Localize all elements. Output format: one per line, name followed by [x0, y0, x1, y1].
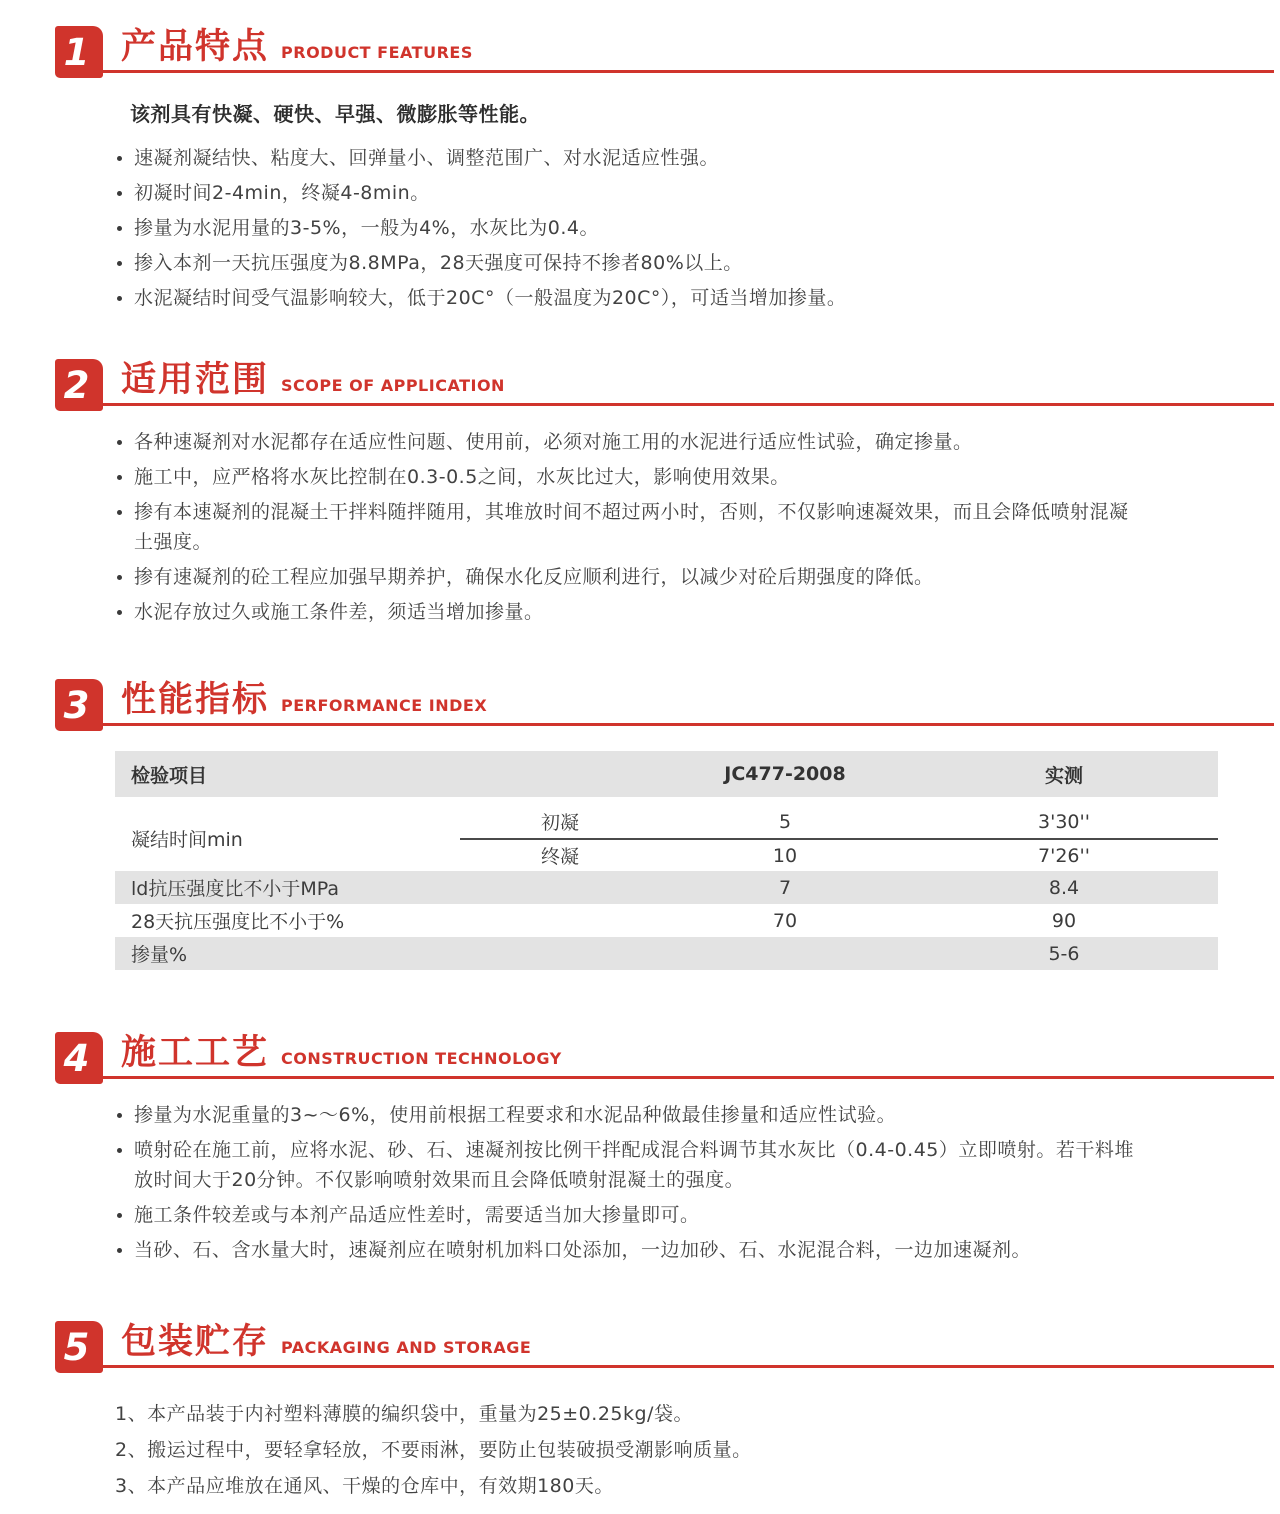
- header-rule: [57, 723, 1274, 726]
- table-cell-measured: 7'26'': [1038, 844, 1090, 867]
- features-bullet-list: [115, 143, 1135, 313]
- section-number-badge: [55, 679, 103, 731]
- header-rule: [57, 1365, 1274, 1368]
- header-rule: [57, 1076, 1274, 1079]
- section-title-cn: 产品特点: [121, 27, 270, 67]
- section-title-cn: 适用范围: [121, 360, 270, 400]
- bullet-item: 掺量为水泥用量的3-5%，一般为4%，水灰比为0.4。: [115, 213, 1135, 243]
- performance-table: [115, 751, 1218, 970]
- section-number-badge: [55, 1032, 103, 1084]
- section-header-1: [55, 26, 1274, 78]
- section-number-badge: [55, 1321, 103, 1373]
- section-construction-technology: [0, 1032, 1280, 1265]
- table-cell-group-label: 凝结时间min: [131, 828, 243, 851]
- numbered-item: 1、本产品装于内衬塑料薄膜的编织袋中，重量为25±0.25kg/袋。: [115, 1403, 693, 1425]
- bullet-item: 水泥存放过久或施工条件差，须适当增加掺量。: [115, 597, 1135, 627]
- table-group-setting-time: [115, 805, 1218, 871]
- table-gap: [115, 797, 1218, 805]
- section-title-cn: 包装贮存: [121, 1322, 270, 1362]
- bullet-item: 掺入本剂一天抗压强度为8.8MPa，28天强度可保持不掺者80%以上。: [115, 248, 1135, 278]
- section-title-cn: 性能指标: [121, 680, 270, 720]
- section-number: 5: [63, 1325, 90, 1369]
- bullet-item: 掺有速凝剂的砼工程应加强早期养护，确保水化反应顺利进行，以减少对砼后期强度的降低。: [115, 562, 1135, 592]
- bullet-item: 喷射砼在施工前，应将水泥、砂、石、速凝剂按比例干拌配成混合料调节其水灰比（0.4-0.45）立即喷射。若干料堆放时间大于20分钟。不仅影响喷射效果而且会降低喷射混凝土的强度。: [115, 1135, 1135, 1195]
- table-header-row: [115, 751, 1218, 797]
- table-header-item: 检验项目: [131, 764, 208, 787]
- table-cell-item: 28天抗压强度比不小于%: [131, 911, 345, 933]
- section-scope-of-application: [0, 359, 1280, 627]
- section-number: 1: [63, 30, 90, 74]
- table-cell-item: 掺量%: [131, 944, 188, 966]
- section-titles: [121, 1025, 562, 1075]
- packaging-numbered-list: [115, 1399, 1160, 1501]
- section-titles: [121, 19, 473, 69]
- section-number: 3: [63, 683, 90, 727]
- section-product-features: [0, 0, 1280, 313]
- section-titles: [121, 352, 505, 402]
- section-number-badge: [55, 26, 103, 78]
- section-titles: [121, 1314, 531, 1364]
- section-packaging-storage: [0, 1321, 1280, 1501]
- table-cell-item: ld抗压强度比不小于MPa: [131, 878, 339, 900]
- section-performance-index: [0, 679, 1280, 970]
- table-header-standard: JC477-2008: [724, 763, 846, 785]
- bullet-item: 各种速凝剂对水泥都存在适应性问题、使用前，必须对施工用的水泥进行适应性试验，确定掺量。: [115, 427, 1135, 457]
- table-cell-standard: 10: [772, 844, 798, 867]
- bullet-item: 当砂、石、含水量大时，速凝剂应在喷射机加料口处添加，一边加砂、石、水泥混合料，一边加速凝剂。: [115, 1235, 1135, 1265]
- section-title-en: CONSTRUCTION TECHNOLOGY: [281, 1049, 562, 1068]
- table-cell-phase: 初凝: [540, 812, 579, 834]
- section-header-2: [55, 359, 1274, 411]
- table-row: [115, 871, 1218, 904]
- header-rule: [57, 70, 1274, 73]
- header-rule: [57, 403, 1274, 406]
- section-title-en: PACKAGING AND STORAGE: [281, 1338, 532, 1357]
- table-cell-standard: 70: [772, 909, 798, 932]
- bullet-item: 施工中，应严格将水灰比控制在0.3-0.5之间，水灰比过大，影响使用效果。: [115, 462, 1135, 492]
- table-cell-standard: 7: [778, 876, 792, 899]
- section-title-en: PRODUCT FEATURES: [281, 43, 473, 62]
- section-header-3: [55, 679, 1274, 731]
- table-cell-measured: 8.4: [1048, 876, 1080, 899]
- numbered-item: 2、搬运过程中，要轻拿轻放，不要雨淋，要防止包装破损受潮影响质量。: [115, 1439, 752, 1461]
- section-title-en: PERFORMANCE INDEX: [281, 696, 488, 715]
- table-group-rows: [460, 805, 1218, 871]
- section-number: 2: [63, 363, 90, 407]
- bullet-item: 水泥凝结时间受气温影响较大，低于20C°（一般温度为20C°），可适当增加掺量。: [115, 283, 1135, 313]
- section-header-4: [55, 1032, 1274, 1084]
- table-row: [115, 937, 1218, 970]
- table-header-measured: 实测: [1044, 764, 1083, 787]
- section-number-badge: [55, 359, 103, 411]
- bullet-item: 速凝剂凝结快、粘度大、回弹量小、调整范围广、对水泥适应性强。: [115, 143, 1135, 173]
- table-cell-measured: 3'30'': [1038, 810, 1090, 833]
- numbered-item: 3、本产品应堆放在通风、干燥的仓库中，有效期180天。: [115, 1475, 614, 1497]
- table-cell-measured: 90: [1051, 909, 1077, 932]
- table-row: [460, 805, 1218, 838]
- bullet-item: 施工条件较差或与本剂产品适应性差时，需要适当加大掺量即可。: [115, 1200, 1135, 1230]
- section-number: 4: [63, 1036, 90, 1080]
- table-row: [115, 904, 1218, 937]
- table-cell-standard: 5: [778, 810, 792, 833]
- section-titles: [121, 672, 487, 722]
- bullet-item: 掺量为水泥重量的3~～6%，使用前根据工程要求和水泥品种做最佳掺量和适应性试验。: [115, 1100, 1135, 1130]
- scope-bullet-list: [115, 427, 1135, 627]
- table-cell-phase: 终凝: [540, 846, 579, 868]
- bullet-item: 初凝时间2-4min，终凝4-8min。: [115, 178, 1135, 208]
- features-intro: 该剂具有快凝、硬快、早强、微膨胀等性能。: [130, 102, 540, 126]
- table-row: [460, 838, 1218, 871]
- construction-bullet-list: [115, 1100, 1135, 1265]
- section-title-cn: 施工工艺: [121, 1033, 270, 1073]
- table-cell-measured: 5-6: [1048, 942, 1080, 965]
- section-header-5: [55, 1321, 1274, 1373]
- section-title-en: SCOPE OF APPLICATION: [281, 376, 505, 395]
- bullet-item: 掺有本速凝剂的混凝土干拌料随拌随用，其堆放时间不超过两小时，否则，不仅影响速凝效果，而且会降低喷射混凝土强度。: [115, 497, 1135, 557]
